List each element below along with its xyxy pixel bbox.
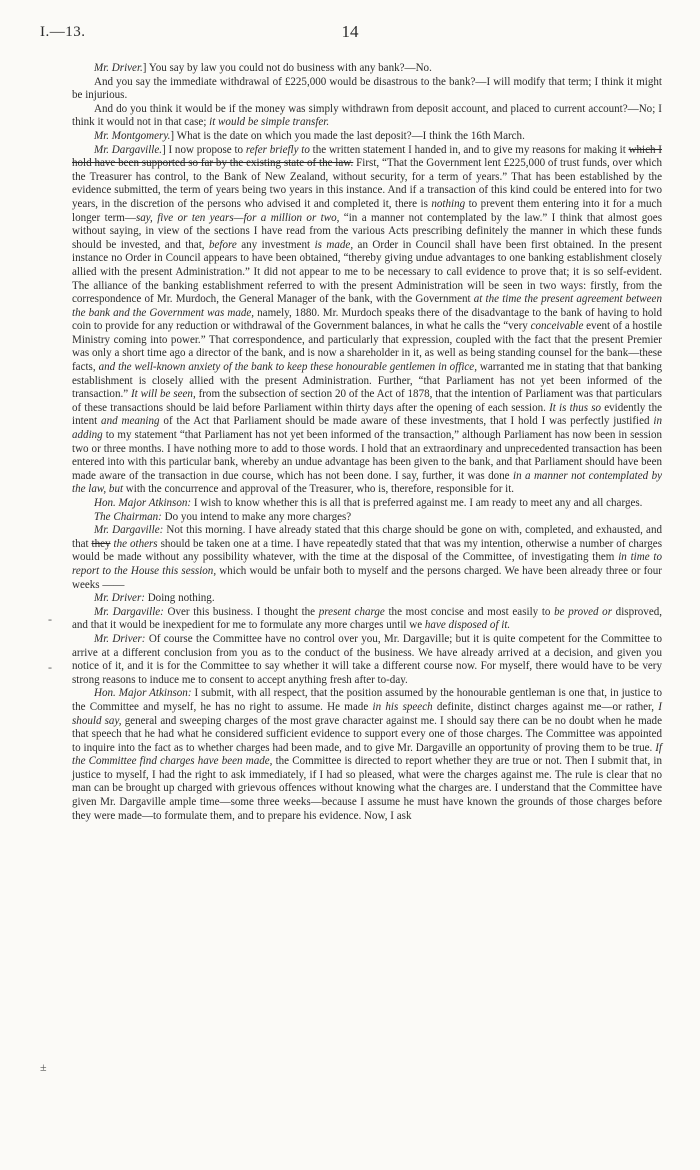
- text-run: I wish to know whether this is all that is preferred against me. I am ready to meet any and all charges.: [191, 497, 643, 509]
- text-run: And do you think it would be if the money was simply withdrawn from deposit account, and placed to current account?—No; I think it would not in that case;: [72, 102, 662, 129]
- italic-text: say, five or ten years—for a million or two,: [135, 211, 340, 224]
- paragraph: [72, 76, 662, 103]
- italic-text: Mr. Dargaville:: [94, 524, 164, 537]
- italic-text: refer briefly to: [245, 143, 310, 156]
- text-run: I submit, with all respect, that the position assumed by the honourable gentleman is one that, in justice to the Committee and myself, he has no right to assume. He made: [72, 687, 662, 713]
- italic-text: The Chairman:: [94, 510, 162, 523]
- paragraph: [72, 130, 662, 144]
- text-run: of the Act that Parliament should be made aware of these investments, that I hold I was perfectly justified: [159, 415, 654, 428]
- italic-text: and meaning: [101, 415, 160, 428]
- text-run: to prevent them entering into it for a much longer term—: [72, 197, 662, 224]
- text-run: ] You say by law you could not do business with any bank?—No.: [142, 62, 432, 74]
- text-run: the Committee is directed to report whether they are true or not. Then I submit that, in justice to myself, I had the right to ask immediately, if I had so pleased, what were the charges against me. The rule is clear that no man can be brought up charged with grievous offences without knowing what the charges are. I understand that the Committee have given Mr. Dargaville ample time—some three weeks—because I assume he must have known the grounds of those charges before they were made—to formulate them, and to prepare his evidence. Now, I ask: [72, 755, 662, 822]
- paragraph: [72, 511, 662, 525]
- italic-text: in time to report to the House this session,: [72, 551, 663, 577]
- text-run: Do you intend to make any more charges?: [161, 510, 352, 523]
- italic-text: at the time the present agreement between the bank and the Government was made,: [72, 293, 662, 319]
- italic-text: in a manner not contemplated by the law, but: [72, 469, 662, 496]
- italic-text: is made,: [314, 238, 354, 251]
- text-run: definite, distinct charges against me—or rather,: [432, 700, 659, 713]
- struck-text: which I hold have been supported so far by the existing state of the law.: [72, 143, 662, 170]
- paragraph: [72, 633, 662, 687]
- italic-text: the others: [110, 537, 158, 550]
- paragraph: [72, 62, 662, 76]
- italic-text: Mr. Dargaville:: [94, 605, 164, 618]
- italic-text: Mr. Dargaville.: [94, 143, 163, 156]
- italic-text: have disposed of it.: [424, 619, 511, 632]
- italic-text: Mr. Driver.: [94, 62, 143, 74]
- italic-text: It will be seen,: [131, 388, 196, 401]
- text-run: with the concurrence and approval of the Treasurer, who is, therefore, responsible for it.: [123, 483, 515, 496]
- text-run: Doing nothing.: [144, 592, 215, 605]
- paragraph: [72, 592, 662, 606]
- paragraph: [72, 103, 662, 130]
- italic-text: It is thus so: [549, 401, 602, 414]
- text-run: namely, 1880. Mr. Murdoch speaks there of the disadvantage to the bank of having to hold coin to provide for any reduction or withdrawal of the Government balances, in what he calls the “very: [72, 306, 662, 333]
- italic-text: Mr. Driver:: [94, 592, 145, 605]
- italic-text: Mr. Montgomery.: [94, 129, 171, 142]
- margin-mark: -: [48, 660, 52, 674]
- text-run: Of course the Committee have no control over you, Mr. Dargaville; but it is quite competent for the Committee to arrive at a different conclusion from you as to the conduct of the business. We have already arrived at a decision, and given you notice of it, and it is for the Committee to say whether it will take a different course now. For myself, there would have to be very strong reasons to induce me to consent to accept anything fresh after to-day.: [72, 632, 662, 686]
- text-run: to my statement “that Parliament has not yet been informed of the transaction,” although Parliament has now been in session two or three months. I have nothing more to add to those words. I hold that an extraordinary and unprecedented transaction has been entered into with this particular bank, whereby an undue advantage has been given to the bank, and that Parliament should have been made aware of the transaction in due course, which has not been done. I say, further, it was done: [72, 429, 662, 482]
- italic-text: in adding: [72, 415, 662, 442]
- italic-text: before: [208, 238, 237, 251]
- text-run: Not this morning. I have already stated that this charge should be gone on with, completed, and exhausted, and that: [72, 524, 662, 550]
- text-run: First, “That the Government lent £225,000 of trust funds, over which the Treasurer has control, to the Bank of New Zealand, without security, for a term of years.” That has been established by the evidence submitted, the term of years being two years in this instance. And if a transaction of this kind could be entered into for two years, in the discretion of the persons who advised it and completed it, there is: [72, 157, 662, 210]
- text-run: Over this business. I thought the: [163, 605, 319, 618]
- italic-text: conceivable: [530, 320, 584, 333]
- text-run: any investment: [236, 238, 315, 251]
- margin-mark: ±: [40, 1060, 47, 1074]
- italic-text: Hon. Major Atkinson:: [94, 497, 192, 509]
- text-run: event of a hostile Ministry coming into power.” That correspondence, and particularly that expression, coupled with the fact that the present Premier was only a short time ago a director of the bank, and is now a shareholder in it, as well as being standing counsel for the bank—these facts,: [72, 320, 663, 374]
- text-run: which would be unfair both to myself and the persons charged. We have been already three or four weeks ——: [72, 564, 662, 591]
- italic-text: I should say,: [72, 700, 662, 727]
- text-run: an Order in Council shall have been first obtained. In the present instance no Order in Council appears to have been obtained, “thereby giving undue advantages to one banking establishment closely allied with the present Administration.” It did not appear to me to be necessary to call evidence to prove that; it is so self-evident. The alliance of the banking establishment referred to with the present Administration will be seen in two ways: firstly, from the correspondence of Mr. Murdoch, the General Manager of the bank, with the Government: [72, 238, 662, 306]
- text-run: from the subsection of section 20 of the Act of 1878, that the intention of Parliament was that particulars of these transactions should be laid before Parliament within thirty days after the opening of each session.: [72, 388, 662, 414]
- text-run: should be taken one at a time. I have repeatedly stated that that was my intention, otherwise a number of charges would be made without any possibility whatever, with the time at the disposal of the Committee, of investigating them: [72, 537, 662, 564]
- paragraph: [72, 497, 662, 511]
- italic-text: Hon. Major Atkinson:: [94, 687, 192, 700]
- italic-text: nothing: [431, 197, 466, 210]
- italic-text: If the Committee find charges have been made,: [72, 741, 662, 768]
- struck-text: they: [91, 537, 111, 550]
- paragraph: [72, 144, 662, 497]
- paper-reference: I.—13.: [40, 24, 86, 40]
- text-run: And you say the immediate withdrawal of £225,000 would be disastrous to the bank?—I will modify that term; I think it might be injurious.: [72, 75, 662, 102]
- italic-text: in his speech: [372, 700, 433, 713]
- italic-text: and the well-known anxiety of the bank to keep these honourable gentlemen in office,: [98, 361, 477, 374]
- italic-text: Mr. Driver:: [94, 632, 146, 645]
- italic-text: be proved or: [554, 605, 612, 618]
- paragraph: [72, 524, 662, 592]
- margin-mark: -: [48, 612, 52, 626]
- text-run: the most concise and most easily to: [384, 605, 555, 618]
- text-run: ] What is the date on which you made the last deposit?—I think the 16th March.: [170, 129, 525, 142]
- page-body: [72, 62, 662, 823]
- text-run: ] I now propose to: [162, 143, 246, 156]
- paragraph: [72, 606, 662, 633]
- text-run: “in a manner not contemplated by the law.” I think that almost goes without saying, in view of the sections I have read from the various Acts prescribing definitely the manner in which these funds should be invested, and that,: [72, 211, 662, 251]
- paragraph: [72, 687, 662, 823]
- text-run: disproved, and that it would be inexpedient for me to formulate any more charges until we: [72, 605, 663, 632]
- text-run: the written statement I handed in, and to give my reasons for making it: [309, 143, 629, 156]
- text-run: evidently the intent: [72, 401, 662, 428]
- italic-text: it would be simple transfer.: [209, 116, 330, 129]
- text-run: warranted me in stating that that banking establishment is closely allied with the present Administration. Further, “that Parliament has not yet been informed of the transaction.”: [72, 361, 662, 401]
- page-number: 14: [341, 22, 359, 41]
- text-run: general and sweeping charges of the most grave character against me. I should say there can be no doubt when he made that speech that he had what he considered sufficient evidence to support every one of those charges. The Committee was appointed to inquire into the fact as to whether charges had been made, and to give Mr. Dargaville an opportunity of proving them to be true.: [72, 714, 662, 754]
- italic-text: present charge: [318, 605, 385, 618]
